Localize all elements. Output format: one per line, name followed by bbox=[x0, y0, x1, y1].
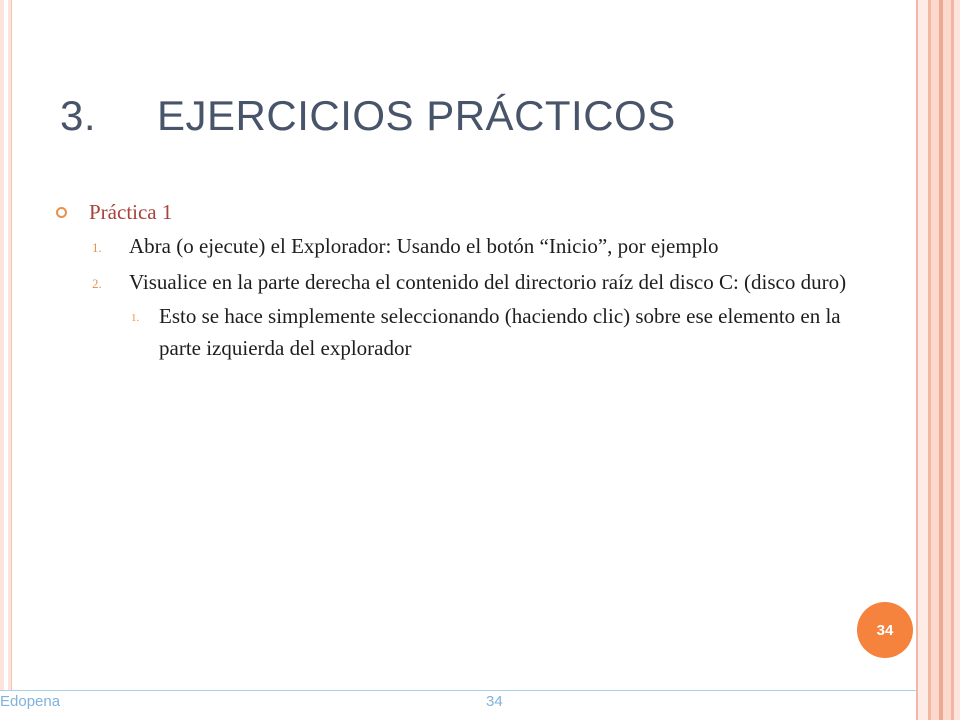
right-border-stripe bbox=[943, 0, 951, 720]
slide-content bbox=[55, 198, 885, 364]
step-text: Visualice en la parte derecha el contenido del directorio raíz del disco C: (disco duro) bbox=[129, 270, 847, 294]
left-border-decoration bbox=[0, 0, 12, 690]
step-item bbox=[55, 266, 885, 298]
footer-page-number: 34 bbox=[486, 693, 503, 710]
step-item bbox=[55, 230, 885, 262]
sub-step-number: 1. bbox=[131, 312, 140, 324]
footer-divider bbox=[0, 690, 916, 691]
circle-bullet-icon bbox=[56, 207, 67, 218]
slide-title bbox=[60, 92, 676, 140]
slide-title-text: EJERCICIOS PRÁCTICOS bbox=[157, 92, 676, 139]
right-border-stripe bbox=[931, 0, 939, 720]
step-text: Abra (o ejecute) el Explorador: Usando el botón “Inicio”, por ejemplo bbox=[129, 234, 719, 258]
sub-step-item bbox=[55, 300, 885, 364]
steps-list bbox=[55, 230, 885, 364]
practice-heading bbox=[55, 198, 885, 226]
step-number: 1. bbox=[92, 240, 102, 255]
practice-label: Práctica 1 bbox=[89, 200, 173, 224]
sub-step-text: Esto se hace simplemente seleccionando (haciendo clic) sobre ese elemento en la parte izquierda del explorador bbox=[159, 304, 841, 360]
right-border-stripe bbox=[918, 0, 928, 720]
slide-title-number: 3. bbox=[60, 92, 97, 139]
right-border-stripe bbox=[954, 0, 960, 720]
footer-author: Edopena bbox=[0, 693, 61, 710]
step-number: 2. bbox=[92, 276, 102, 291]
page-number-badge: 34 bbox=[857, 602, 913, 658]
